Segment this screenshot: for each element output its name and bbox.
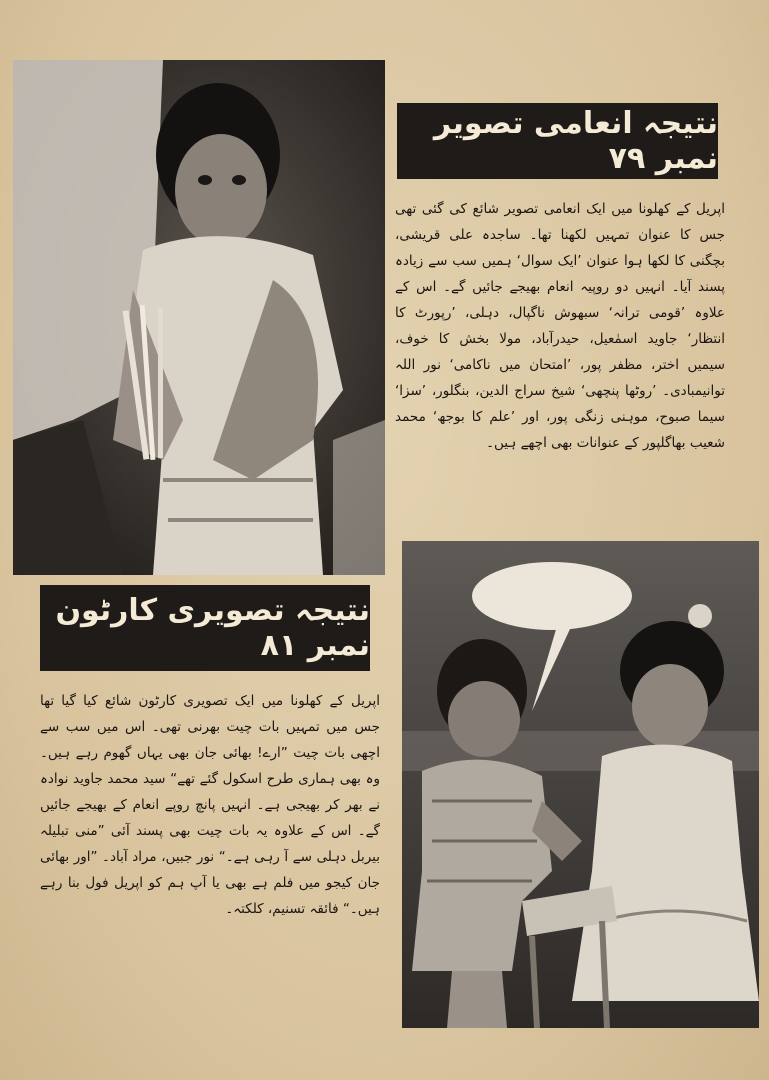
result-prize-picture-title: نتیجہ انعامی تصویر نمبر ۷۹ [433, 106, 718, 176]
photo-girl-holding-sticks [13, 60, 385, 575]
result-prize-picture-banner [397, 103, 718, 179]
result-prize-picture-paragraph: اپریل کے کھلونا میں ایک انعامی تصویر شائع کی گئی تھی جس کا عنوان تمہیں لکھنا تھا۔ ساجدہ علی قریشی، بچگنی کا لکھا ہوا عنوان ’ایک سوال‘ ہمیں سب سے زیادہ پسند آیا۔ انہیں دو روپیہ انعام بھیجے جائیں گے۔ اس کے علاوہ ’قومی ترانہ‘ سبھوش ناگپال، دہلی، ’رپورٹ کا انتظار‘ جاوید اسمٰعیل، حیدرآباد، مولا بخش کا خوف، سیمیں اختر، مظفر پور، ’امتحان میں ناکامی‘ نور اللہ توانیمبادی۔ ’روٹھا پنچھی‘ شیخ سراج الدین، بنگلور، ’سزا‘ سیما صبوح، موہنی زنگی پور، اور ’علم کا بوجھ‘ محمد شعیب بھاگلپور کے عنوانات بھی اچھے ہیں۔ [395, 201, 725, 451]
result-prize-picture-text [395, 196, 725, 526]
result-cartoon-paragraph: اپریل کے کھلونا میں ایک تصویری کارٹون شائع کیا گیا تھا جس میں تمہیں بات چیت بھرنی تھی۔ اس میں سب سے اچھی بات چیت ”ارے! بھائی جان بھی یہاں گھوم رہے ہیں۔ وہ بھی ہماری طرح اسکول گئے تھے“ سید محمد جاوید نوادہ نے بھر کر بھیجی ہے۔ انہیں پانچ روپے انعام کے بھیجے جائیں گے۔ اس کے علاوہ یہ بات چیت بھی پسند آئی ”منی تبلیلہ بیربل دہلی سے آ رہی ہے۔“ نور جبیں، مراد آباد۔ ”اور بھائی جان کیجو میں فلم ہے بھی یا آپ ہم کو اپریل فول بنا رہے ہیں۔“ فائقہ تسنیم، کلکتہ۔ [40, 693, 380, 917]
result-cartoon-text [40, 688, 380, 988]
result-cartoon-title: نتیجہ تصویری کارٹون نمبر ۸۱ [55, 593, 370, 663]
result-cartoon-banner [40, 585, 370, 671]
photo-two-children-cartoon [402, 541, 759, 1028]
